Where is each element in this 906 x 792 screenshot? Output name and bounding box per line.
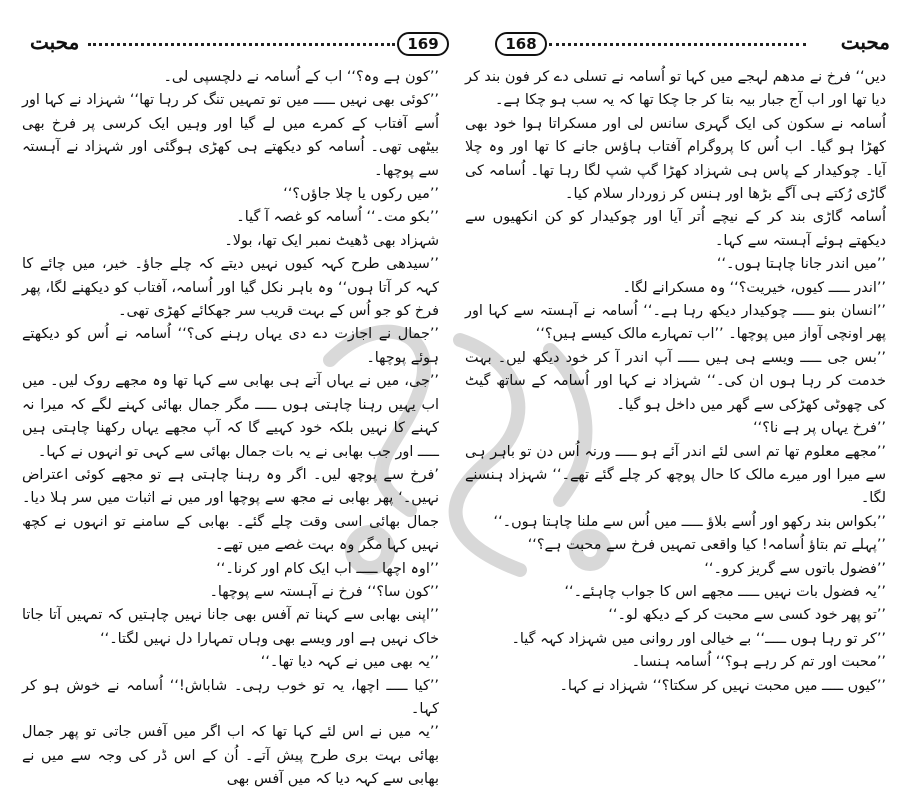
paragraph: ’’کوئی بھی نہیں ـــــ میں تو تمہیں تنگ کر رہا تھا‘‘ شہزاد نے کہا اور اُسے آفتاب کے کمرے میں لے گیا اور وہیں ایک کرسی پر فرخ بھی بیٹھی تھی۔ اُسامہ کو دیکھتے ہی کھڑی ہوگئی اور شہزاد نے آہستہ سے پوچھا۔: [22, 92, 439, 179]
header-dotted-rule: [549, 43, 806, 46]
paragraph: ’’اپنی بھابی سے کہنا تم آفس بھی جانا نہیں چاہتیں کہ تمہیں آتا جاتا خاک نہیں ہے اور ویسے بھی وہاں تمہارا دل نہیں لگتا۔‘‘: [22, 607, 439, 647]
header-dotted-rule: [88, 43, 395, 46]
paragraph: ’’فضول باتوں سے گریز کرو۔‘‘: [704, 560, 886, 577]
magazine-logo: محبت: [840, 30, 890, 54]
page-number: 169: [397, 32, 449, 56]
paragraph: ’’محبت اور تم کر رہے ہو؟‘‘ اُسامہ ہنسا۔: [631, 654, 886, 671]
paragraph: ’’کیوں ـــــ میں محبت نہیں کر سکتا؟‘‘ شہزاد نے کہا۔: [559, 677, 886, 694]
paragraph: ’’اوہ اچھا ـــــ اب ایک کام اور کرنا۔‘‘: [216, 560, 439, 577]
page-number: 168: [495, 32, 547, 56]
paragraph: ’’تو پھر خود کسی سے محبت کر کے دیکھ لو۔‘‘: [608, 607, 886, 624]
magazine-logo: محبت: [30, 30, 80, 54]
paragraph: ’’یہ میں نے اس لئے کہا تھا کہ اب اگر میں آفس جاتی تو پھر جمال بھائی بہت بری طرح پیش آتے۔ اُن کے اس ڈر کی وجہ سے میں نے بھابی سے کہہ دیا کہ میں آفس بھی: [22, 724, 439, 788]
paragraph: ’’کون سا؟‘‘ فرخ نے آہستہ سے پوچھا۔: [209, 583, 439, 600]
paragraph: ’’اندر ـــــ کیوں، خیریت؟‘‘ وہ مسکرانے لگا۔: [622, 279, 886, 296]
paragraph: ’’فرخ یہاں پر ہے نا؟‘‘: [753, 420, 886, 437]
paragraph: ’’میں اندر جانا چاہتا ہوں۔‘‘: [716, 256, 886, 273]
paragraph: ’’کون ہے وہ؟‘‘ اب کے اُسامہ نے دلچسپی لی۔: [163, 69, 439, 85]
paragraph: ’’میں رکوں یا چلا جاؤں؟‘‘: [283, 186, 439, 203]
paragraph: ’’مجھے معلوم تھا تم اسی لئے اندر آئے ہو ـــــ ورنہ اُس دن تو باہر ہی سے میرا اور میرے مالک کا حال پوچھ کر چلے گئے تھے۔‘‘ شہزاد ہنسنے لگا۔: [465, 443, 886, 507]
paragraph: ’’کر تو رہا ہوں ـــــ‘‘ بے خیالی اور روانی میں شہزاد کہہ گیا۔: [511, 630, 886, 647]
page-header: [453, 30, 906, 60]
page-header: [0, 30, 453, 60]
page-left: [0, 0, 453, 788]
paragraph: ’’پہلے تم بتاؤ اُسامہ! کیا واقعی تمہیں فرخ سے محبت ہے؟‘‘: [527, 537, 886, 554]
paragraph: ’’انسان بنو ـــــ چوکیدار دیکھ رہا ہے۔‘‘ اُسامہ نے آہستہ سے کہا اور پھر اونچی آواز میں پوچھا۔ ’’اب تمہارے مالک کیسے ہیں؟‘‘: [465, 303, 886, 343]
paragraph: ’’جمال نے اجازت دے دی یہاں رہنے کی؟‘‘ اُسامہ نے اُس کو دیکھتے ہوئے پوچھا۔: [22, 326, 439, 366]
paragraph: ’’سیدھی طرح کہہ کیوں نہیں دیتے کہ چلے جاؤ۔ خیر، میں چائے کا کہہ کر آتا ہوں‘‘ وہ باہر نکل گیا اور اُسامہ، آفتاب کو دیکھنے لگا، پھر فرخ کو جو اُس کے بہت قریب سر جھکائے کھڑی تھی۔: [22, 256, 439, 320]
paragraph: دیں‘‘ فرخ نے مدھم لہجے میں کہا تو اُسامہ نے تسلی دے کر فون بند کر دیا تھا اور اب آج جبار بیہ بتا کر جا چکا تھا کہ یہ سب ہو چکا ہے۔: [465, 69, 886, 109]
paragraph: ’’بس جی ـــــ ویسے ہی ہیں ـــــ آپ اندر آ کر خود دیکھ لیں۔ بہت خدمت کر رہا ہوں ان کی۔‘‘ شہزاد نے کہا اور اُسامہ کے ساتھ گیٹ کی چھوٹی کھڑکی سے گھر میں داخل ہو گیا۔: [465, 349, 886, 413]
paragraph: ’’جی، میں نے یہاں آتے ہی بھابی سے کہا تھا وہ مجھے روک لیں۔ میں اب یہیں رہنا چاہتی ہوں ـــــ مگر جمال بھائی کہنے لگے کہ میرا نہ کہنے کا نہیں بلکہ خود کہیے گا کہ آپ مجھے یہاں رکھنا چاہتی ہیں ـــــ اور جب بھابی نے یہ بات جمال بھائی سے کہی تو انہوں نے کہا۔: [22, 373, 439, 460]
page-text: [22, 66, 439, 788]
paragraph: ’’کیا ـــــ اچھا، یہ تو خوب رہی۔ شاباش!‘‘ اُسامہ نے خوش ہو کر کہا۔: [22, 677, 439, 717]
paragraph: شہزاد بھی ڈھیٹ نمبر ایک تھا، بولا۔: [224, 232, 439, 249]
paragraph: اُسامہ گاڑی بند کر کے نیچے اُتر آیا اور چوکیدار کو کن انکھیوں سے دیکھتے ہوئے آہستہ سے کہا۔: [465, 209, 886, 249]
page-text: [465, 66, 886, 761]
paragraph: اُسامہ نے سکون کی ایک گہری سانس لی اور مسکراتا ہوا خود بھی کھڑا ہو گیا۔ اب اُس کا پروگرام آفتاب ہاؤس جانے کا تھا اور وہ چلا آیا۔ چوکیدار کے پاس ہی شہزاد کھڑا گپ شپ لگا رہا تھا۔ اُسامہ کی گاڑی رُکتے ہی آگے بڑھا اور ہنس کر زوردار سلام کیا۔: [465, 115, 886, 203]
page-right: [453, 0, 906, 771]
paragraph: ’’بکو مت۔‘‘ اُسامہ کو غصہ آ گیا۔: [236, 209, 439, 226]
paragraph: ’’یہ فضول بات نہیں ـــــ مجھے اس کا جواب چاہئے۔‘‘: [564, 583, 886, 600]
paragraph: ’فرخ سے پوچھ لیں۔ اگر وہ رہنا چاہتی ہے تو مجھے کوئی اعتراض نہیں۔‘ پھر بھابی نے مجھ سے پوچھا اور میں نے اثبات میں سر ہلا دیا۔ جمال بھائی اسی وقت چلے گئے۔ بھابی کے سامنے تو انہوں نے کچھ نہیں کہا مگر وہ بہت غصے میں تھے۔: [22, 466, 439, 554]
paragraph: ’’یہ بھی میں نے کہہ دیا تھا۔‘‘: [260, 654, 439, 671]
paragraph: ’’بکواس بند رکھو اور اُسے بلاؤ ـــــ میں اُس سے ملنا چاہتا ہوں۔‘‘: [493, 513, 886, 530]
